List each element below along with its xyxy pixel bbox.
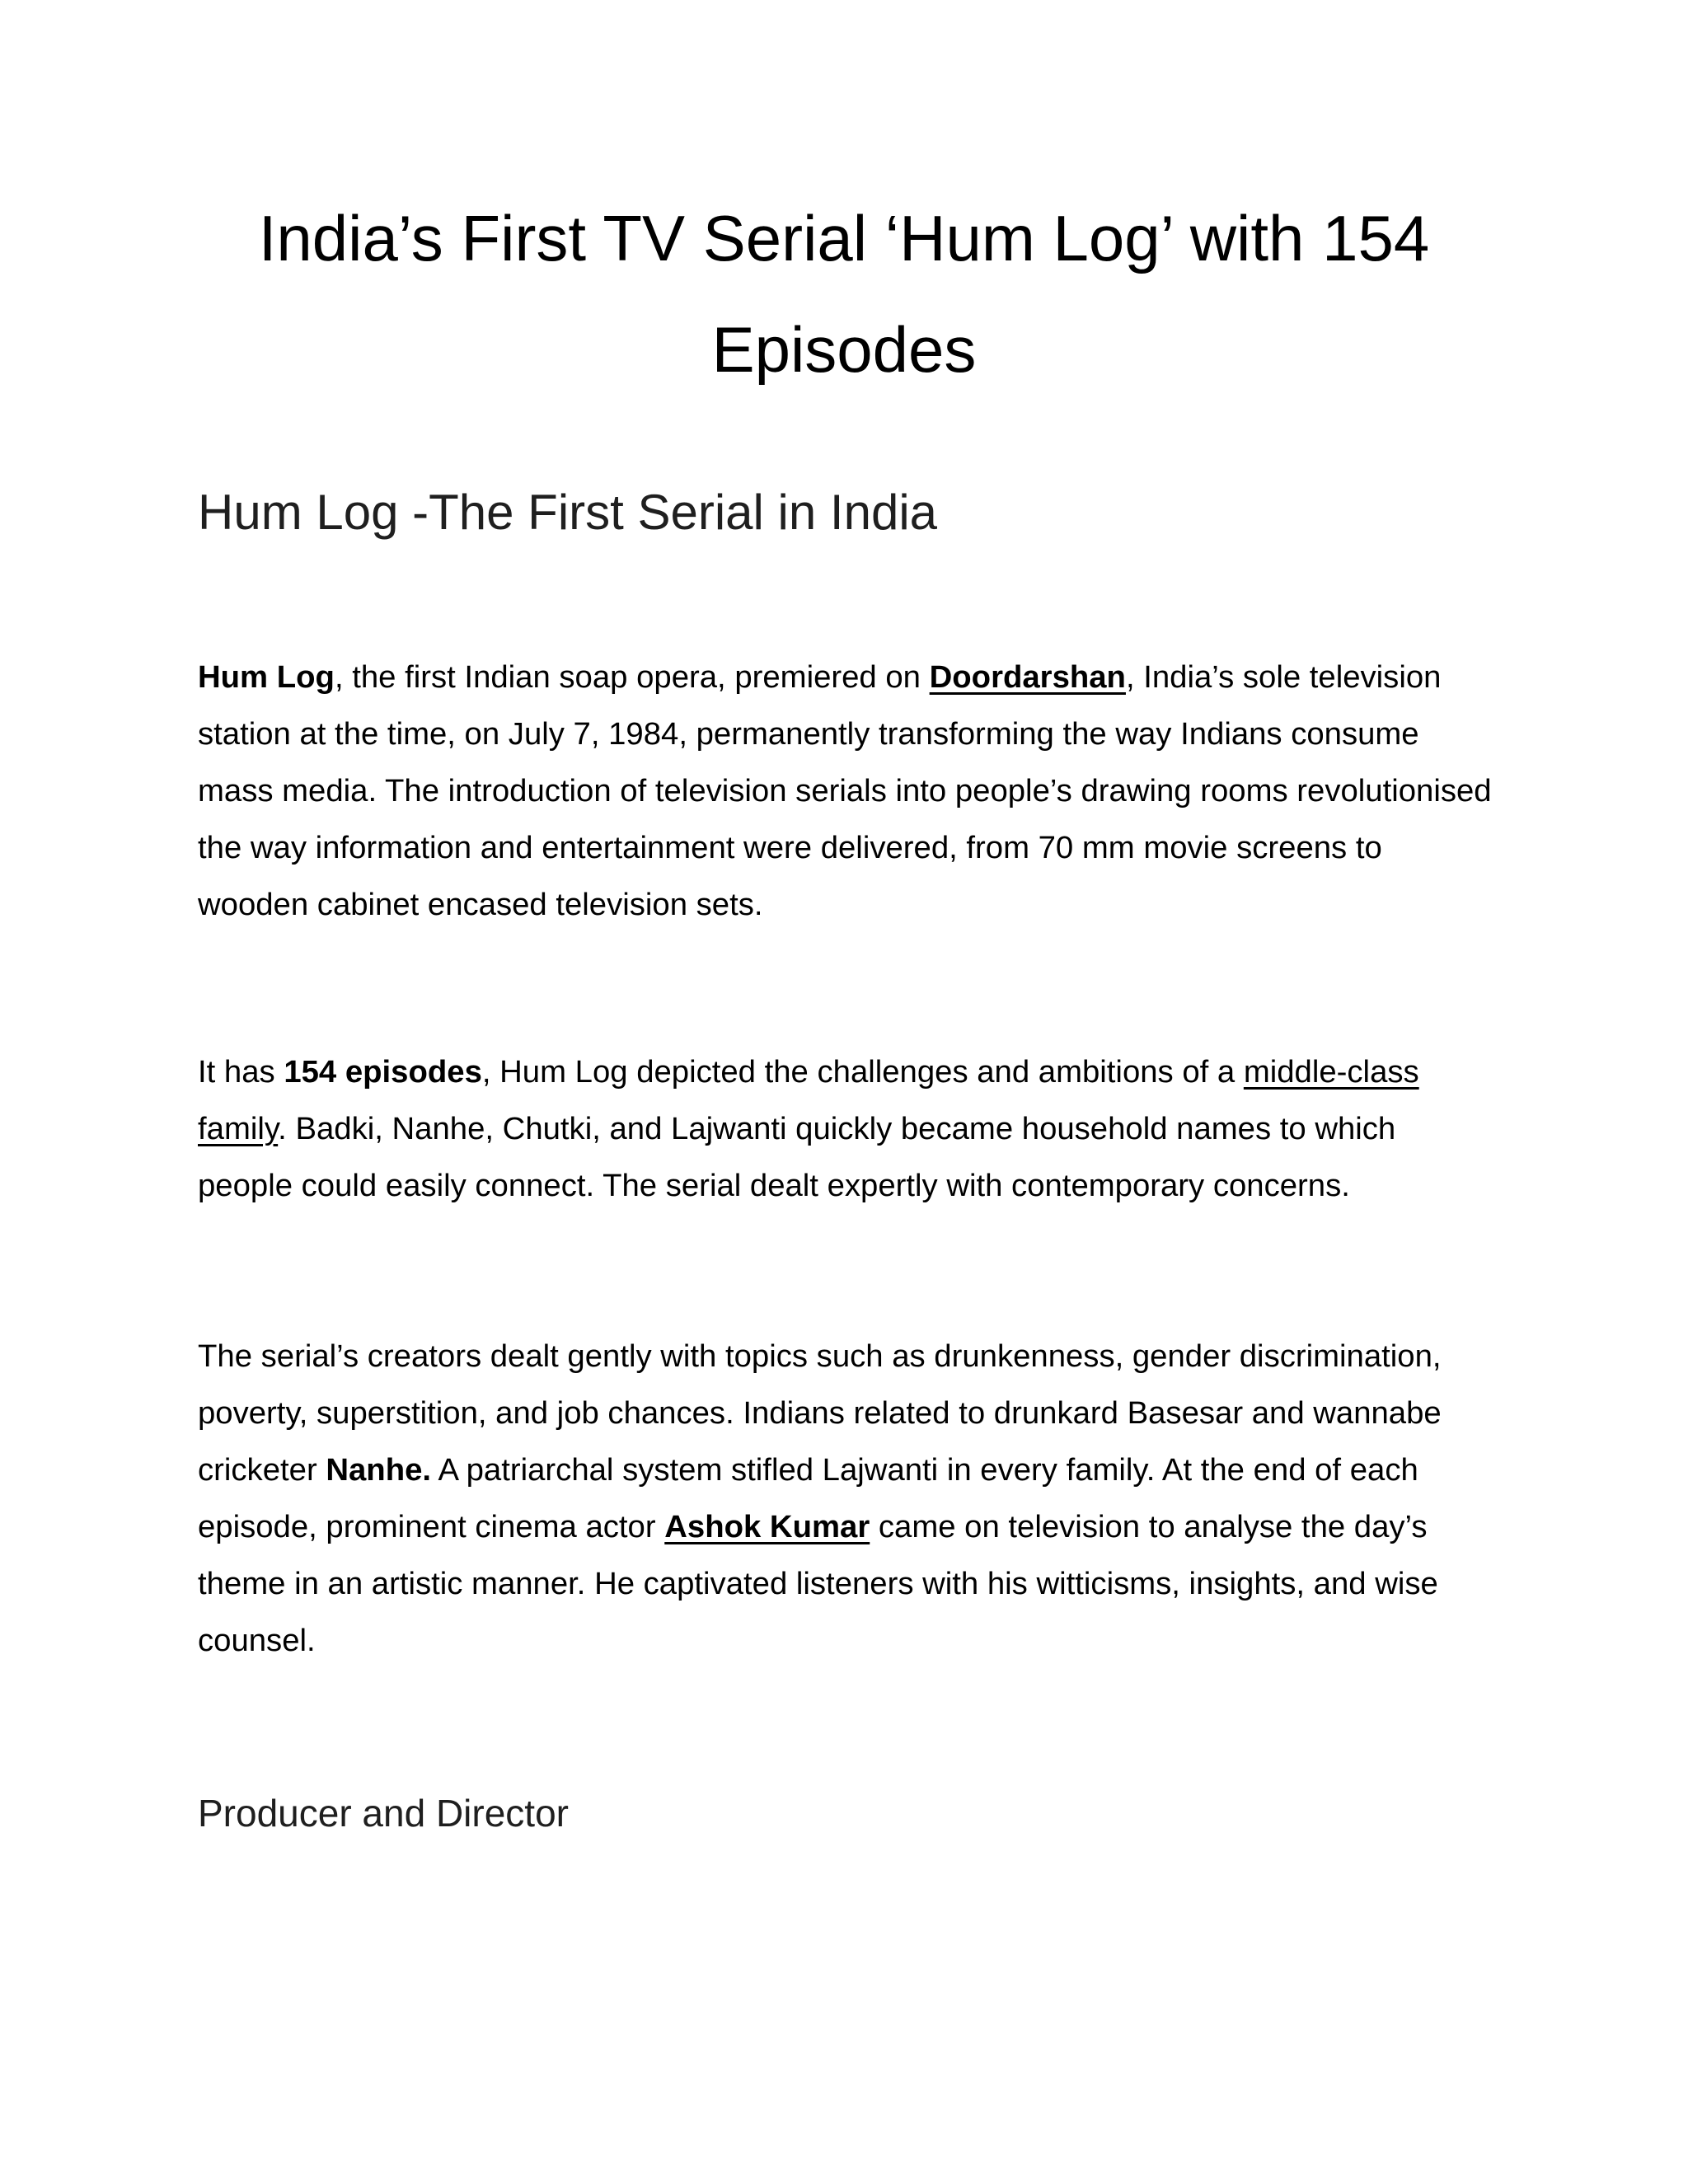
doordarshan-link[interactable]: Doordarshan [929,659,1126,695]
paragraph-episodes [198,1043,1496,1214]
ashok-kumar-link[interactable]: Ashok Kumar [664,1509,870,1544]
paragraph-text: It has [198,1054,284,1090]
middle-class-family-link[interactable]: middle-class family [198,1054,1419,1146]
paragraph-text: , India’s sole television station at the time, on July 7, 1984, permanently transforming the way Indians consume mass media. The introduction of television serials into people’s drawing rooms revolutionised the way information and entertainment were delivered, from 70 mm movie screens to wooden cabinet encased television sets. [198,659,1492,922]
bold-hum-log: Hum Log [198,659,335,695]
paragraph-text: The serial’s creators dealt gently with topics such as drunkenness, gender discrimination, poverty, superstition, and job chances. Indians related to drunkard Basesar and wannabe cricketer [198,1338,1442,1488]
paragraph-text: , the first Indian soap opera, premiered on [334,659,930,695]
producer-director-heading: Producer and Director [198,1792,569,1835]
paragraph-intro [198,649,1496,933]
paragraph-text: A patriarchal system stifled Lajwanti in every family. At the end of each episode, prominent cinema actor [198,1452,1418,1544]
paragraph-text: , Hum Log depicted the challenges and ambitions of a [481,1054,1244,1090]
paragraph-text: came on television to analyse the day’s theme in an artistic manner. He captivated listeners with his witticisms, insights, and wise counsel. [198,1509,1438,1658]
bold-154-episodes: 154 episodes [284,1054,482,1090]
paragraph-topics [198,1328,1496,1669]
paragraph-text: . Badki, Nanhe, Chutki, and Lajwanti quickly became household names to which people could easily connect. The serial dealt expertly with contemporary concerns. [198,1111,1396,1203]
page-title: India’s First TV Serial ‘Hum Log’ with 154 Episodes [258,202,1430,386]
section-heading: Hum Log -The First Serial in India [198,485,938,540]
bold-nanhe: Nanhe. [326,1452,432,1488]
